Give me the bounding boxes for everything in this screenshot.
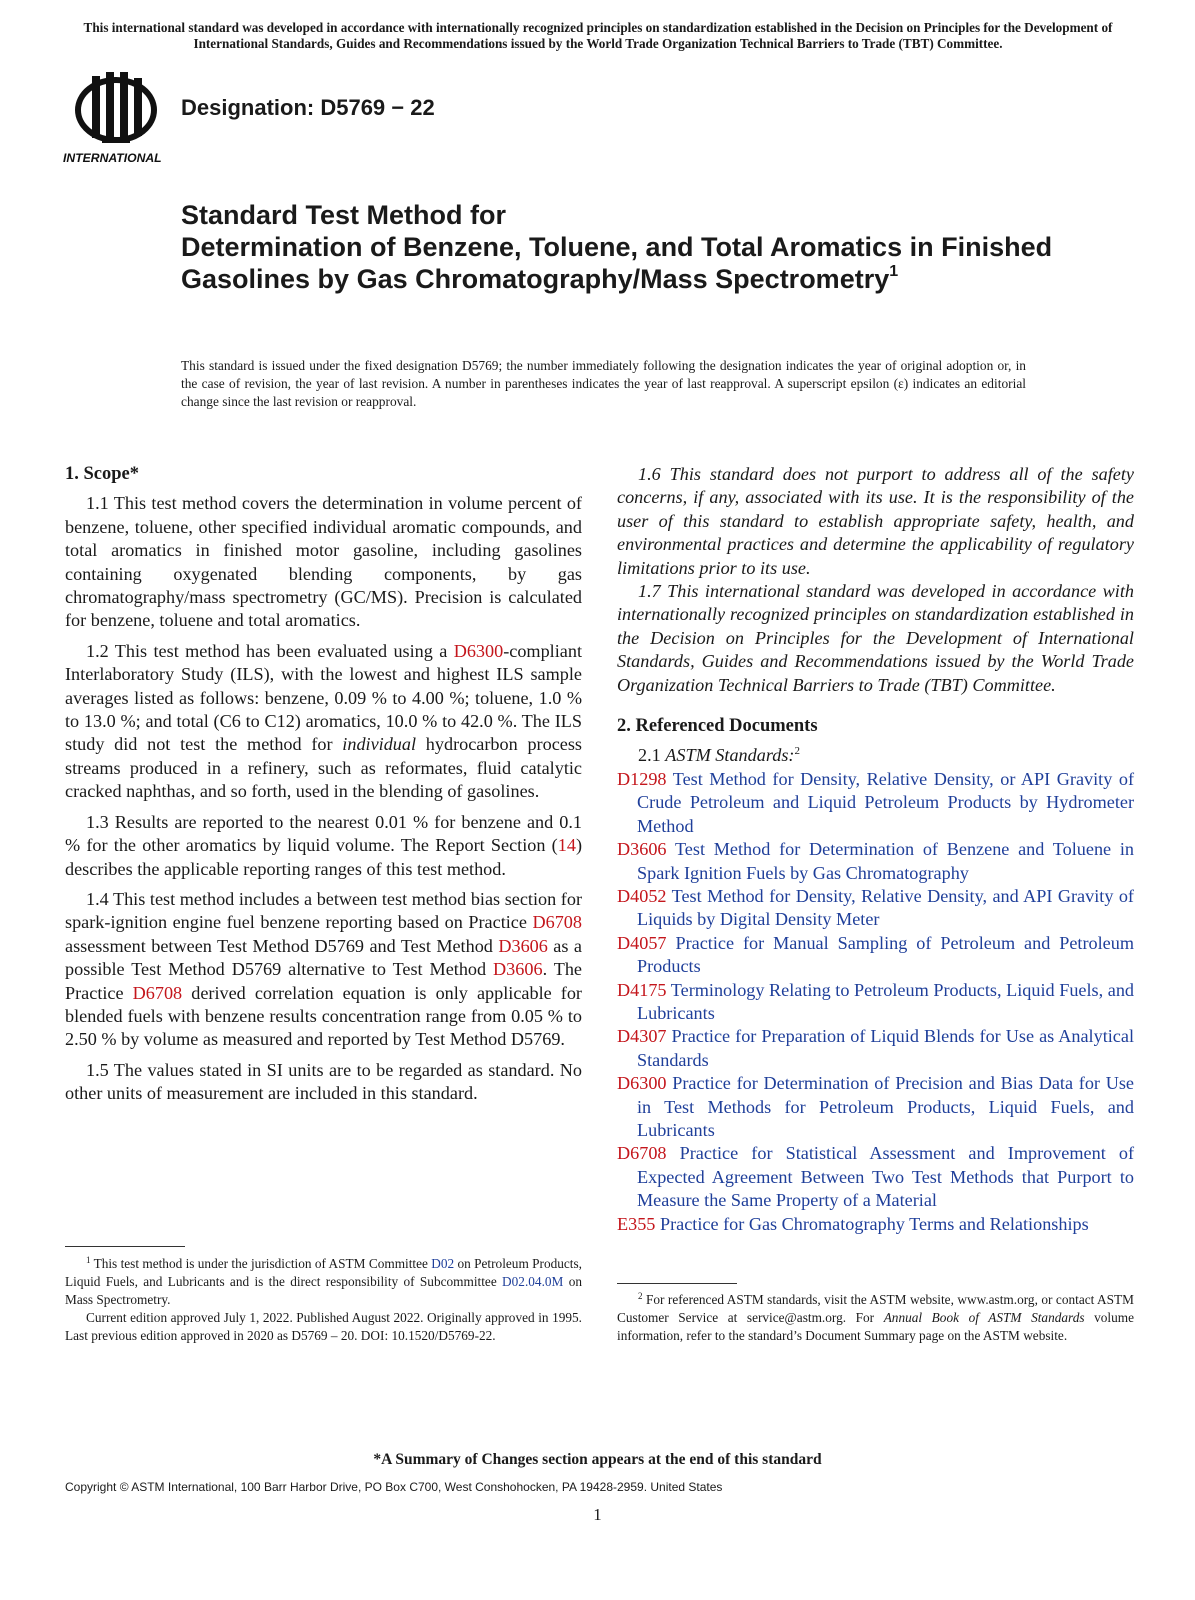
link-d6708[interactable]: D6708 [532,912,582,933]
wto-notice: This international standard was developed in accordance with internationally recognized principles on standardization established in the Decision on Principles for the Development of International Standards, Guides and Recommendations issued by the World Trade Organization Technical Barriers to Trade (TBT) Committee. [83,20,1113,51]
para-1-2: 1.2 This test method has been evaluated using a D6300-compliant Interlaboratory Study (ILS), with the lowest and highest ILS sample averages listed as follows: benzene, 0.09 % to 4.00 %; toluene, 1.0 % to 13.0 %; and total (C6 to C12) aromatics, 10.0 % to 42.0 %. The ILS study did not test the method for individual hydrocarbon process streams produced in a refinery, such as reformates, fluid catalytic cracked naphthas, and so forth, used in the blending of gasolines. [65,640,582,802]
link-d3606[interactable]: D3606 [498,935,548,956]
footnote-2-text: $^2$ For referenced ASTM standards, visit the ASTM website, www.astm.org, or contact ASTM Customer Service at service@astm.org. For Annual Book of ASTM Standards volume information, refer to the standard’s Document Summary page on the ASTM website. [617,1291,1134,1343]
referenced-documents-heading: 2. Referenced Documents [617,716,818,737]
summary-of-changes-note: *A Summary of Changes section appears at the end of this standard [373,1451,822,1468]
footnote-1-text: $^1$ This test method is under the jurisdiction of ASTM Committee D02 on Petroleum Products, Liquid Fuels, and Lubricants and is the direct responsibility of Subcommittee D02.04.0M on Mass Spectrometry. [65,1255,582,1307]
copyright: Copyright © ASTM International, 100 Barr Harbor Drive, PO Box C700, West Conshohocken, PA 19428-2959. United States [65,1480,723,1494]
link-d02[interactable]: D02 [431,1256,455,1271]
title-footnote-mark: 1 [889,263,899,280]
reference-item[interactable]: D6708 Practice for Statistical Assessment and Improvement of Expected Agreement Between Two Test Methods that Purport to Measure the Same Property of a Material [617,1143,1135,1211]
footnote-2 [617,1291,1134,1345]
reference-item[interactable]: D4052 Test Method for Density, Relative Density, and API Gravity of Liquids by Digital Density Meter [617,885,1134,930]
para-1-1: 1.1 This test method covers the determination in volume percent of benzene, toluene, other specified individual aromatic compounds, and total aromatics in finished motor gasoline, including gasolines containing oxygenated blending components, by gas chromatography/mass spectrometry (GC/MS). Precision is calculated for benzene, toluene and total aromatics. [65,493,582,631]
astm-logo [62,70,170,166]
reference-item[interactable]: D4175 Terminology Relating to Petroleum Products, Liquid Fuels, and Lubricants [617,979,1135,1023]
right-column [617,463,1134,1236]
astm-logo-icon [62,70,170,166]
para-1-5: 1.5 The values stated in SI units are to be regarded as standard. No other units of measurement are included in this standard. [65,1059,582,1104]
para-1-4: 1.4 This test method includes a between test method bias section for spark-ignition engine fuel benzene reporting based on Practice D6708 assessment between Test Method D5769 and Test Method D3606 as a possible Test Method D5769 alternative to Test Method D3606. The Practice D6708 derived correlation equation is only applicable for blended fuels with benzene results concentration range from 0.05 % to 2.50 % by volume as measured and reported by Test Method D5769. [65,888,582,1050]
link-d3606[interactable]: D3606 [493,959,543,980]
reference-item[interactable]: D4307 Practice for Preparation of Liquid Blends for Use as Analytical Standards [617,1026,1134,1070]
reference-item[interactable]: D3606 Test Method for Determination of Benzene and Toluene in Spark Ignition Fuels by Gas Chromatography [617,839,1135,883]
footnote-1-edition: Current edition approved July 1, 2022. Published August 2022. Originally approved in 1995. Last previous edition approved in 2020 as D5769 – 20. DOI: 10.1520/D5769-22. [65,1310,582,1343]
footnote-divider [65,1246,185,1247]
title-main [181,231,1081,295]
title-text: Determination of Benzene, Toluene, and Total Aromatics in Finished Gasolines by Gas Chromatography/Mass Spectrometry [181,232,1053,294]
para-1-3: 1.3 Results are reported to the nearest 0.01 % for benzene and 0.1 % for the other aromatics by liquid volume. The Report Section (14) describes the applicable reporting ranges of this test method. [65,811,582,879]
title-line-1: Standard Test Method for [181,200,507,230]
astm-standards-label: 2.1 ASTM Standards:$^2$ [638,745,800,766]
designation: Designation: D5769 − 22 [181,95,435,120]
para-1-6: 1.6 This standard does not purport to address all of the safety concerns, if any, associated with its use. It is the responsibility of the user of this standard to establish appropriate safety, health, and environmental practices and determine the applicability of regulatory limitations prior to its use. [617,464,1134,578]
issuance-note: This standard is issued under the fixed designation D5769; the number immediately following the designation indicates the year of original adoption or, in the case of revision, the year of last revision. A number in parentheses indicates the year of last reapproval. A superscript epsilon (ε) indicates an editorial change since the last revision or reapproval. [181,358,1026,409]
reference-item[interactable]: D1298 Test Method for Density, Relative Density, or API Gravity of Crude Petroleum and Liquid Petroleum Products by Hydrometer Method [617,768,1135,836]
link-d6300[interactable]: D6300 [453,640,504,661]
link-d6708[interactable]: D6708 [132,982,183,1003]
para-1-7: 1.7 This international standard was developed in accordance with internationally recognized principles on standardization established in the Decision on Principles for the Development of International Standards, Guides and Recommendations issued by the World Trade Organization Technical Barriers to Trade (TBT) Committee. [617,581,1134,695]
referenced-documents-list [617,768,1134,1236]
scope-heading: 1. Scope* [65,464,139,484]
reference-item[interactable]: D4057 Practice for Manual Sampling of Petroleum and Petroleum Products [617,932,1134,977]
reference-item[interactable]: E355 Practice for Gas Chromatography Terms and Relationships [617,1213,1089,1234]
footnote-divider [617,1283,737,1284]
logo-text: INTERNATIONAL [63,151,162,165]
link-section-14[interactable]: 14 [557,835,576,856]
page-title [181,199,1081,295]
page-number: 1 [593,1505,602,1524]
footnote-1 [65,1255,582,1345]
link-d02-04-0m[interactable]: D02.04.0M [502,1274,564,1289]
left-column [65,463,582,1106]
reference-item[interactable]: D6300 Practice for Determination of Precision and Bias Data for Use in Test Methods for Petroleum Products, Liquid Fuels, and Lubricants [617,1073,1134,1140]
